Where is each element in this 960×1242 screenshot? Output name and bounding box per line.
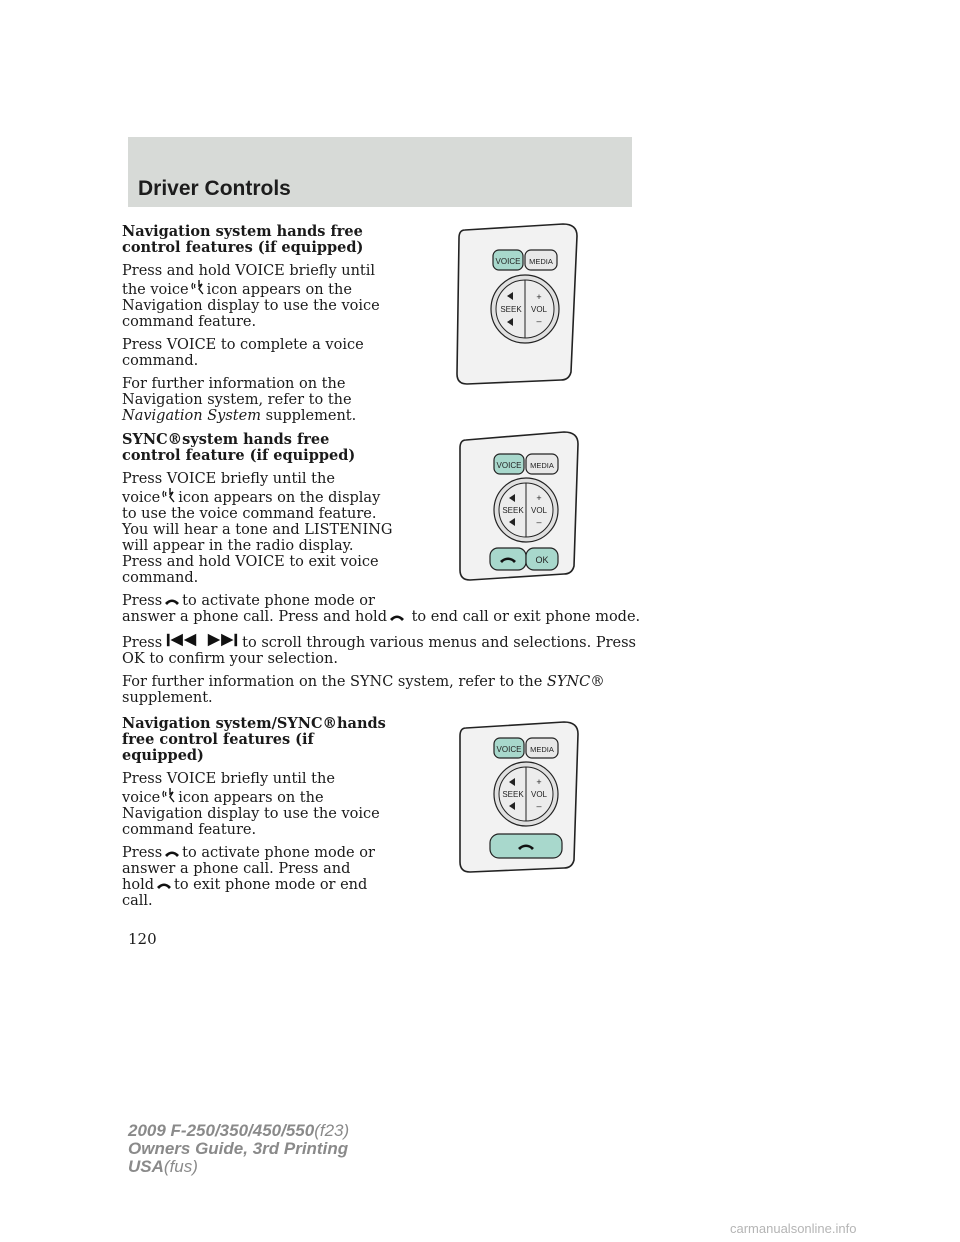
phone-icon — [164, 596, 180, 606]
svg-text:SEEK: SEEK — [502, 790, 524, 799]
header-band — [128, 137, 632, 207]
paragraph: Press VOICE to complete a voice command. — [122, 337, 364, 369]
svg-text:+: + — [536, 292, 542, 302]
page-title: Driver Controls — [138, 177, 291, 200]
voice-icon — [191, 279, 205, 295]
svg-text:VOICE: VOICE — [496, 461, 522, 470]
section-navigation-sync-hands-free — [122, 716, 412, 916]
voice-icon — [162, 787, 176, 803]
steering-controls-illustration-3 — [448, 720, 586, 878]
svg-text:VOICE: VOICE — [495, 257, 521, 266]
watermark: carmanualsonline.info — [730, 1221, 857, 1236]
svg-text:+: + — [536, 493, 542, 503]
svg-text:VOL: VOL — [530, 506, 548, 515]
svg-text:SEEK: SEEK — [500, 305, 522, 314]
paragraph: For further information on the SYNC system, refer to the SYNC® supplement. — [122, 674, 605, 706]
phone-icon — [164, 848, 180, 858]
svg-text:OK: OK — [535, 555, 549, 565]
paragraph: Press VOICE briefly until the voice icon appears on the display to use the voice command feature. You will hear a tone and LISTENING will appear in the radio display. Press and hold VOICE to exit voice command. — [122, 471, 393, 586]
section-navigation-hands-free — [122, 224, 412, 431]
svg-text:–: – — [536, 316, 542, 326]
svg-text:VOICE: VOICE — [496, 745, 522, 754]
paragraph: For further information on the Navigation system, refer to the Navigation System supplement. — [122, 376, 357, 424]
phone-icon — [156, 880, 172, 890]
svg-text:MEDIA: MEDIA — [529, 257, 553, 266]
steering-controls-illustration-2 — [448, 430, 586, 586]
seek-back-icon — [164, 632, 200, 648]
svg-text:VOL: VOL — [530, 790, 548, 799]
svg-text:MEDIA: MEDIA — [530, 745, 554, 754]
paragraph: Press and hold VOICE briefly until the voice icon appears on the Navigation display to use the voice command feature. — [122, 263, 380, 330]
section-heading: Navigation system hands free control features (if equipped) — [122, 223, 364, 256]
paragraph: Press VOICE briefly until the voice icon appears on the Navigation display to use the voice command feature. — [122, 771, 380, 838]
svg-text:+: + — [536, 777, 542, 787]
paragraph: Press to activate phone mode or answer a phone call. Press and hold to end call or exit phone mode. — [122, 593, 641, 625]
steering-controls-illustration-1 — [445, 222, 585, 390]
voice-icon — [162, 487, 176, 503]
svg-text:–: – — [536, 801, 542, 811]
svg-text:–: – — [536, 517, 542, 527]
svg-text:VOL: VOL — [530, 305, 548, 314]
phone-icon — [389, 612, 405, 622]
section-heading: SYNC®system hands free control feature (if equipped) — [122, 431, 356, 464]
section-heading: Navigation system/SYNC®hands free control features (if equipped) — [122, 715, 386, 764]
document-footer: 2009 F-250/350/450/550(f23) Owners Guide, 3rd Printing USA(fus) — [128, 1121, 350, 1176]
seek-forward-icon — [204, 632, 240, 648]
paragraph: Press to scroll through various menus and selections. Press OK to confirm your selection. — [122, 632, 642, 667]
svg-text:MEDIA: MEDIA — [530, 461, 554, 470]
paragraph: Press to activate phone mode or answer a phone call. Press and hold to exit phone mode or end call. — [122, 845, 375, 909]
svg-text:SEEK: SEEK — [502, 506, 524, 515]
page-number: 120 — [128, 930, 157, 948]
